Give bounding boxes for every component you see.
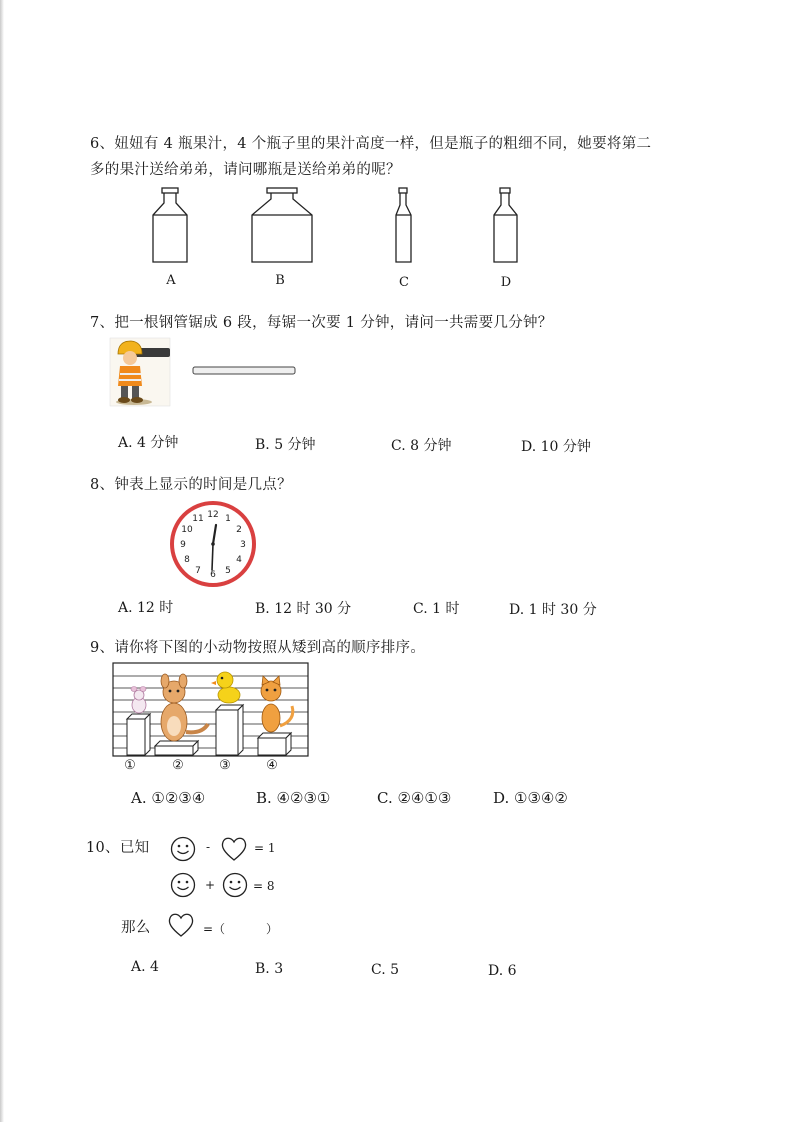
bottle-label-a: A	[166, 273, 176, 288]
q7-option-a: A. 4 分钟	[118, 435, 179, 451]
clock-numeral: 2	[236, 525, 242, 536]
clock-numeral: 4	[236, 555, 242, 566]
bottle-label-c: C	[399, 275, 409, 290]
q7-option-d: D. 10 分钟	[521, 439, 591, 455]
bottle-label-d: D	[500, 275, 512, 290]
q9-option-b: B. ④②③①	[256, 789, 331, 807]
q8-option-d: D. 1 时 30 分	[509, 602, 597, 618]
bottle-c	[396, 188, 411, 262]
smiley-icon	[222, 872, 248, 898]
q10-option-d: D. 6	[488, 963, 517, 979]
q10-option-b: B. 3	[255, 961, 284, 977]
q6-line1: 6、妞妞有 4 瓶果汁，4 个瓶子里的果汁高度一样，但是瓶子的粗细不同，她要将第二	[90, 136, 652, 152]
q10-eq3-close: ）	[266, 922, 279, 936]
scan-edge	[0, 0, 4, 1122]
q8-option-b: B. 12 时 30 分	[255, 601, 352, 617]
q6-line2: 多的果汁送给弟弟，请问哪瓶是送给弟弟的呢？	[90, 162, 401, 178]
clock-icon	[169, 500, 257, 588]
bottle-b	[252, 188, 312, 262]
animal-label-3: ③	[219, 758, 231, 773]
smiley-icon	[170, 836, 196, 862]
steel-pipe	[192, 366, 298, 376]
smiley-icon	[170, 872, 196, 898]
rabbit-icon	[131, 687, 146, 714]
animal-label-4: ④	[266, 758, 278, 773]
q10-eq2-op: +	[205, 878, 216, 892]
q7-text: 7、把一根钢管锯成 6 段，每锯一次要 1 分钟，请问一共需要几分钟？	[90, 315, 553, 331]
animal-height-chart	[112, 662, 310, 758]
clock-numeral: 12	[207, 510, 219, 521]
clock-numeral: 3	[240, 540, 246, 551]
clock-numeral: 8	[184, 555, 190, 566]
worker-icon	[108, 336, 172, 408]
q10-eq1-op: -	[206, 840, 211, 854]
q9-text: 9、请你将下图的小动物按照从矮到高的顺序排序。	[90, 640, 426, 656]
q10-option-a: A. 4	[131, 959, 159, 975]
q10-then: 那么	[121, 920, 151, 936]
q8-option-a: A. 12 时	[118, 600, 174, 616]
bottle-illustrations	[140, 185, 540, 270]
bottle-a	[153, 188, 187, 262]
q9-option-a: A. ①②③④	[131, 789, 206, 807]
q8-text: 8、钟表上显示的时间是几点？	[90, 477, 292, 493]
heart-icon	[167, 912, 195, 938]
clock-numeral: 9	[180, 540, 186, 551]
clock-numeral: 5	[225, 566, 231, 577]
q10-eq1-rhs: = 1	[254, 841, 276, 855]
clock-numeral: 10	[181, 525, 193, 536]
animal-label-2: ②	[172, 758, 184, 773]
clock-numeral: 7	[195, 566, 201, 577]
bottle-d	[494, 188, 517, 262]
q7-option-b: B. 5 分钟	[255, 437, 316, 453]
clock-numeral: 1	[225, 514, 231, 525]
clock-numeral: 6	[210, 570, 216, 581]
q9-option-c: C. ②④①③	[377, 789, 452, 807]
q8-option-c: C. 1 时	[413, 601, 460, 617]
q10-eq2-rhs: = 8	[253, 879, 275, 893]
animal-label-1: ①	[124, 758, 136, 773]
q9-option-d: D. ①③④②	[493, 789, 568, 807]
q10-prefix: 10、已知	[86, 840, 150, 856]
q7-option-c: C. 8 分钟	[391, 438, 452, 454]
q10-eq3-rhs: =（	[203, 922, 226, 936]
q10-option-c: C. 5	[371, 962, 400, 978]
clock-numeral: 11	[192, 514, 204, 525]
bottle-label-b: B	[275, 273, 285, 288]
heart-icon	[220, 836, 248, 862]
